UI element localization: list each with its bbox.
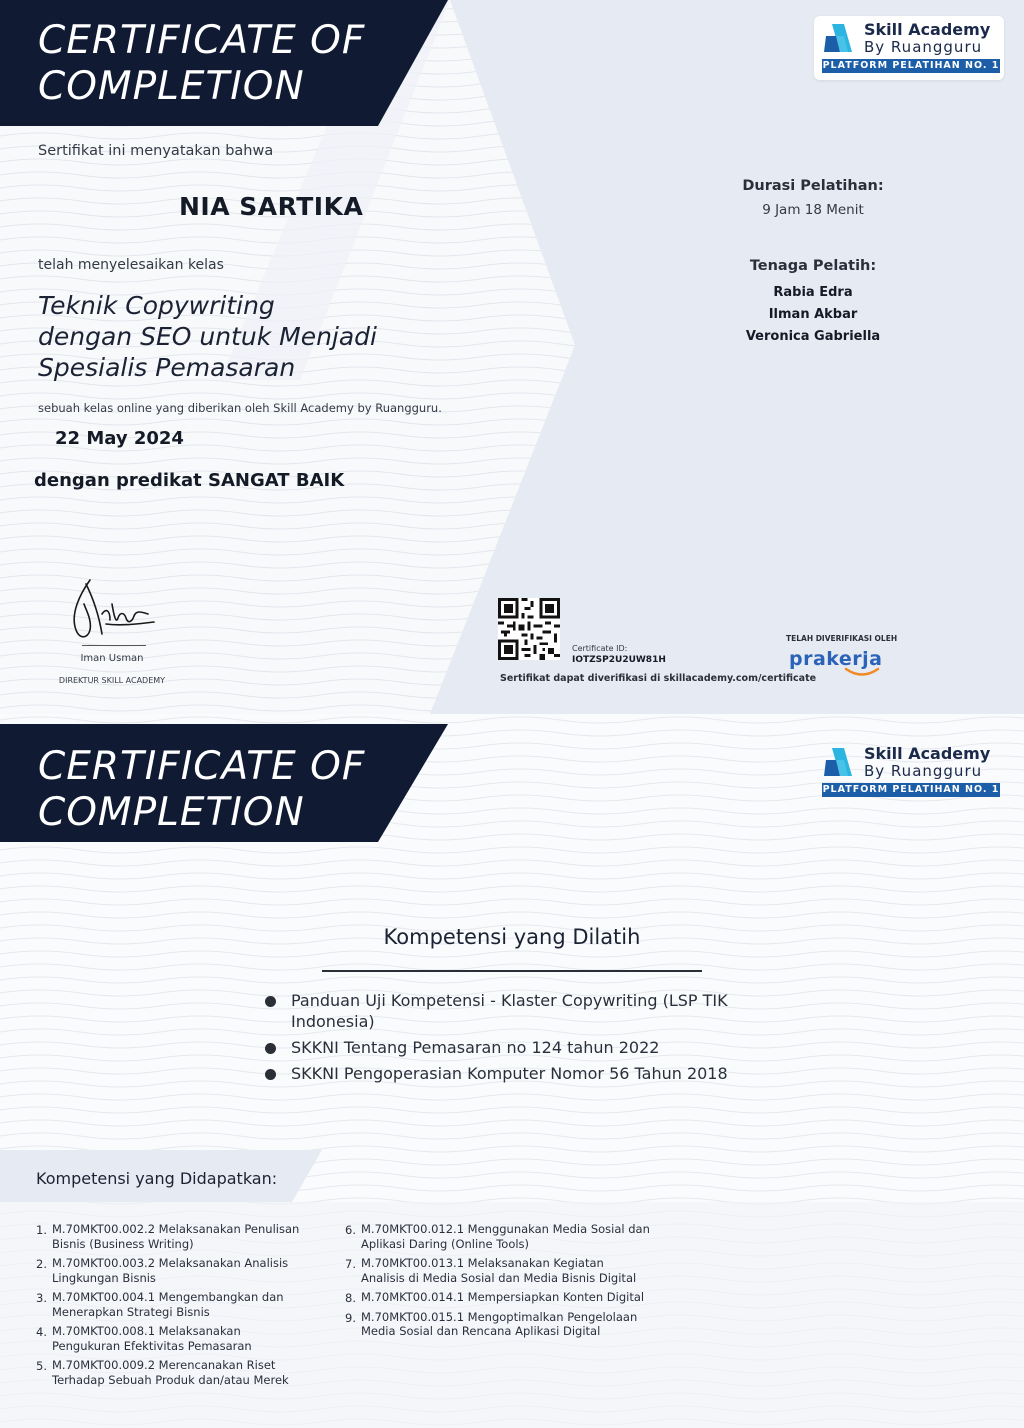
trainers-label: Tenaga Pelatih: xyxy=(749,258,877,274)
trainer-name: Rabia Edra xyxy=(773,285,853,300)
course-title xyxy=(38,290,377,383)
verified-by-label: TELAH DIVERIFIKASI OLEH xyxy=(786,634,898,643)
skill-academy-logo-mark-icon xyxy=(822,746,858,778)
item-number: 7. xyxy=(345,1257,356,1271)
obtained-competencies-left xyxy=(36,1222,312,1392)
skill-academy-logo xyxy=(814,16,1004,80)
list-item-text: SKKNI Pengoperasian Komputer Nomor 56 Tahun 2018 xyxy=(291,1064,728,1083)
obtained-competencies-right xyxy=(345,1222,651,1344)
list-item xyxy=(36,1222,312,1251)
brand-tagline: PLATFORM PELATIHAN NO. 1 xyxy=(822,784,1000,795)
title-underline xyxy=(322,970,702,972)
certificate-title-2 xyxy=(38,744,365,836)
item-text: M.70MKT00.009.2 Merencanakan Riset Terhadap Sebuah Produk dan/atau Merek xyxy=(52,1358,289,1387)
signer-title: DIREKTUR SKILL ACADEMY xyxy=(58,676,166,685)
item-number: 6. xyxy=(345,1223,356,1237)
item-text: M.70MKT00.014.1 Mempersiapkan Konten Digital xyxy=(361,1290,645,1304)
title-line-1: CERTIFICATE OF xyxy=(38,744,366,789)
brand-name: Skill Academy xyxy=(864,20,991,39)
list-item xyxy=(265,1063,765,1084)
item-text: M.70MKT00.003.2 Melaksanakan Analisis Lingkungan Bisnis xyxy=(52,1256,289,1285)
provided-by-text: sebuah kelas online yang diberikan oleh Skill Academy by Ruangguru. xyxy=(38,401,442,415)
brand-sub: By Ruangguru xyxy=(864,762,983,780)
trained-competencies-list xyxy=(265,990,765,1089)
list-item xyxy=(345,1310,651,1339)
item-number: 2. xyxy=(36,1257,47,1271)
course-title-line: Teknik Copywriting xyxy=(38,291,275,320)
item-text: M.70MKT00.013.1 Melaksanakan Kegiatan Analisis di Media Sosial dan Media Bisnis Digital xyxy=(361,1256,637,1285)
list-item xyxy=(345,1222,651,1251)
completed-text: telah menyelesaikan kelas xyxy=(38,257,224,273)
item-text: M.70MKT00.012.1 Menggunakan Media Sosial dan Aplikasi Daring (Online Tools) xyxy=(361,1222,650,1251)
list-item xyxy=(36,1256,312,1285)
qr-code-icon xyxy=(498,598,560,660)
trainer-name: Ilman Akbar xyxy=(768,307,858,322)
duration-label: Durasi Pelatihan: xyxy=(742,178,884,194)
item-number: 4. xyxy=(36,1325,47,1339)
brand-tagline: PLATFORM PELATIHAN NO. 1 xyxy=(822,60,1000,71)
list-item-text: Panduan Uji Kompetensi - Klaster Copywriting (LSP TIK Indonesia) xyxy=(291,991,728,1031)
prakerja-smile-icon xyxy=(843,666,881,678)
bullet-icon xyxy=(265,1069,276,1080)
intro-text: Sertifikat ini menyatakan bahwa xyxy=(38,143,274,159)
list-item xyxy=(265,990,765,1032)
signer-name: Iman Usman xyxy=(80,653,144,664)
recipient-name: NIA SARTIKA xyxy=(179,192,364,221)
signature-image xyxy=(66,574,156,644)
verify-text: Sertifikat dapat diverifikasi di skillacademy.com/certificate xyxy=(500,673,817,684)
item-text: M.70MKT00.015.1 Mengoptimalkan Pengelolaan Media Sosial dan Rencana Aplikasi Digital xyxy=(361,1309,638,1338)
completion-date: 22 May 2024 xyxy=(55,428,184,449)
brand-name: Skill Academy xyxy=(864,744,991,763)
list-item xyxy=(345,1256,651,1285)
list-item xyxy=(36,1290,312,1319)
item-text: M.70MKT00.008.1 Melaksanakan Pengukuran Efektivitas Pemasaran xyxy=(52,1324,252,1353)
skill-academy-logo-mark-icon xyxy=(822,22,858,54)
course-title-line: dengan SEO untuk Menjadi xyxy=(38,322,378,351)
predicate-text: dengan predikat SANGAT BAIK xyxy=(34,470,345,491)
prakerja-logo xyxy=(789,648,899,678)
certificate-title xyxy=(38,18,365,110)
duration-value: 9 Jam 18 Menit xyxy=(762,202,864,218)
obtained-competencies-title: Kompetensi yang Didapatkan: xyxy=(36,1169,278,1188)
list-item xyxy=(36,1358,312,1387)
signature-line xyxy=(82,645,146,646)
list-item xyxy=(345,1290,651,1305)
certificate-id: IOTZSP2U2UW81H xyxy=(572,655,666,665)
item-number: 3. xyxy=(36,1291,47,1305)
item-text: M.70MKT00.004.1 Mengembangkan dan Menerapkan Strategi Bisnis xyxy=(52,1290,284,1319)
bullet-icon xyxy=(265,996,276,1007)
item-number: 9. xyxy=(345,1310,356,1325)
course-title-line: Spesialis Pemasaran xyxy=(38,353,296,382)
title-line-1: CERTIFICATE OF xyxy=(38,18,366,63)
trainer-name: Veronica Gabriella xyxy=(745,329,881,344)
title-line-2: COMPLETION xyxy=(38,790,305,835)
list-item xyxy=(265,1037,765,1058)
bullet-icon xyxy=(265,1043,276,1054)
item-number: 8. xyxy=(345,1291,356,1305)
brand-sub: By Ruangguru xyxy=(864,38,983,56)
certificate-id-label: Certificate ID: xyxy=(572,644,628,653)
item-text: M.70MKT00.002.2 Melaksanakan Penulisan Bisnis (Business Writing) xyxy=(52,1222,300,1251)
item-number: 5. xyxy=(36,1359,47,1373)
item-number: 1. xyxy=(36,1223,47,1237)
skill-academy-logo-2 xyxy=(814,740,1004,804)
trained-competencies-title: Kompetensi yang Dilatih xyxy=(383,925,641,949)
prakerja-wordmark: prakerja xyxy=(789,648,883,670)
list-item-text: SKKNI Tentang Pemasaran no 124 tahun 2022 xyxy=(291,1038,660,1057)
list-item xyxy=(36,1324,312,1353)
title-line-2: COMPLETION xyxy=(38,64,305,109)
